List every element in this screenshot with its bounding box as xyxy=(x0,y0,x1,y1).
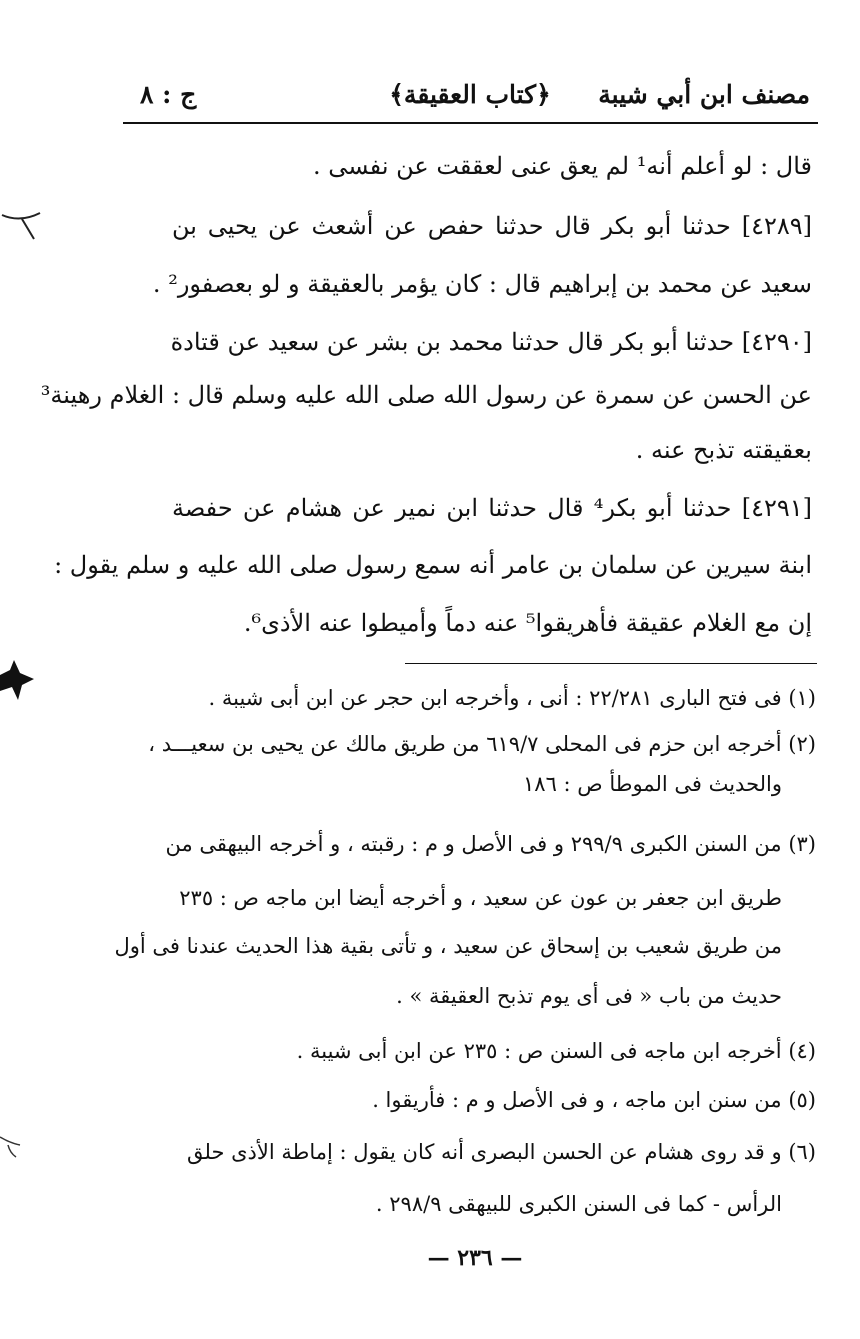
footnote-line: (٣) من السنن الكبرى ٢٩٩/٩ و فى الأصل و م : رقبته ، و أخرجه البيهقى من xyxy=(165,832,816,856)
header-rule xyxy=(123,122,818,124)
volume-label: ج : ٨ xyxy=(140,80,197,109)
footnote-line: الرأس - كما فى السنن الكبرى للبيهقى ٢٩٨/٩ . xyxy=(375,1192,782,1216)
body-line: [٤٢٩٠] حدثنا أبو بكر قال حدثنا محمد بن بشر عن سعيد عن قتادة xyxy=(170,328,812,356)
footnote-line: طريق ابن جعفر بن عون عن سعيد ، و أخرجه أيضا ابن ماجه ص : ٢٣٥ xyxy=(179,886,782,910)
body-line: إن مع الغلام عقيقة فأهريقوا⁵ عنه دماً وأميطوا عنه الأذى⁶. xyxy=(243,609,812,637)
footnote-line: من طريق شعيب بن إسحاق عن سعيد ، و تأتى بقية هذا الحديث عندنا فى أول xyxy=(114,934,782,958)
footnote-line: (٦) و قد روى هشام عن الحسن البصرى أنه كان يقول : إماطة الأذى حلق xyxy=(187,1140,816,1164)
footnote-line: (٥) من سنن ابن ماجه ، و فى الأصل و م : فأريقوا . xyxy=(372,1088,816,1112)
body-line: قال : لو أعلم أنه¹ لم يعق عنى لعققت عن نفسى . xyxy=(313,152,812,180)
scan-mark-icon xyxy=(0,205,60,245)
scan-mark-icon xyxy=(0,1125,30,1165)
footnote-rule xyxy=(405,663,817,664)
footnote-line: (٢) أخرجه ابن حزم فى المحلى ٦١٩/٧ من طريق مالك عن يحيى بن سعيـــد ، xyxy=(148,732,816,756)
footnote-line: حديث من باب « فى أى يوم تذبح العقيقة » . xyxy=(396,984,782,1008)
footnote-line: (١) فى فتح البارى ٢٢/٢٨١ : أنى ، وأخرجه ابن حجر عن ابن أبى شيبة . xyxy=(208,686,816,710)
body-line: ابنة سيرين عن سلمان بن عامر أنه سمع رسول صلى الله عليه و سلم يقول : xyxy=(54,551,812,579)
footnote-line: والحديث فى الموطأ ص : ١٨٦ xyxy=(523,772,782,796)
page-number: — ٢٣٦ — xyxy=(427,1245,523,1271)
ink-blot-icon xyxy=(0,655,40,725)
body-line: سعيد عن محمد بن إبراهيم قال : كان يؤمر بالعقيقة و لو بعصفور² . xyxy=(152,270,812,298)
chapter-title: ﴿كتاب العقيقة﴾ xyxy=(389,80,551,109)
body-line: [٤٢٩١] حدثنا أبو بكر⁴ قال حدثنا ابن نمير عن هشام عن حفصة xyxy=(172,494,812,522)
footnote-line: (٤) أخرجه ابن ماجه فى السنن ص : ٢٣٥ عن ابن أبى شيبة . xyxy=(296,1039,816,1063)
body-line: [٤٢٨٩] حدثنا أبو بكر قال حدثنا حفص عن أشعث عن يحيى بن xyxy=(172,212,813,240)
body-line: بعقيقته تذبح عنه . xyxy=(635,436,812,464)
book-title: مصنف ابن أبي شيبة xyxy=(598,80,810,109)
body-line: عن الحسن عن سمرة عن رسول الله صلى الله عليه وسلم قال : الغلام رهينة³ xyxy=(40,381,812,409)
